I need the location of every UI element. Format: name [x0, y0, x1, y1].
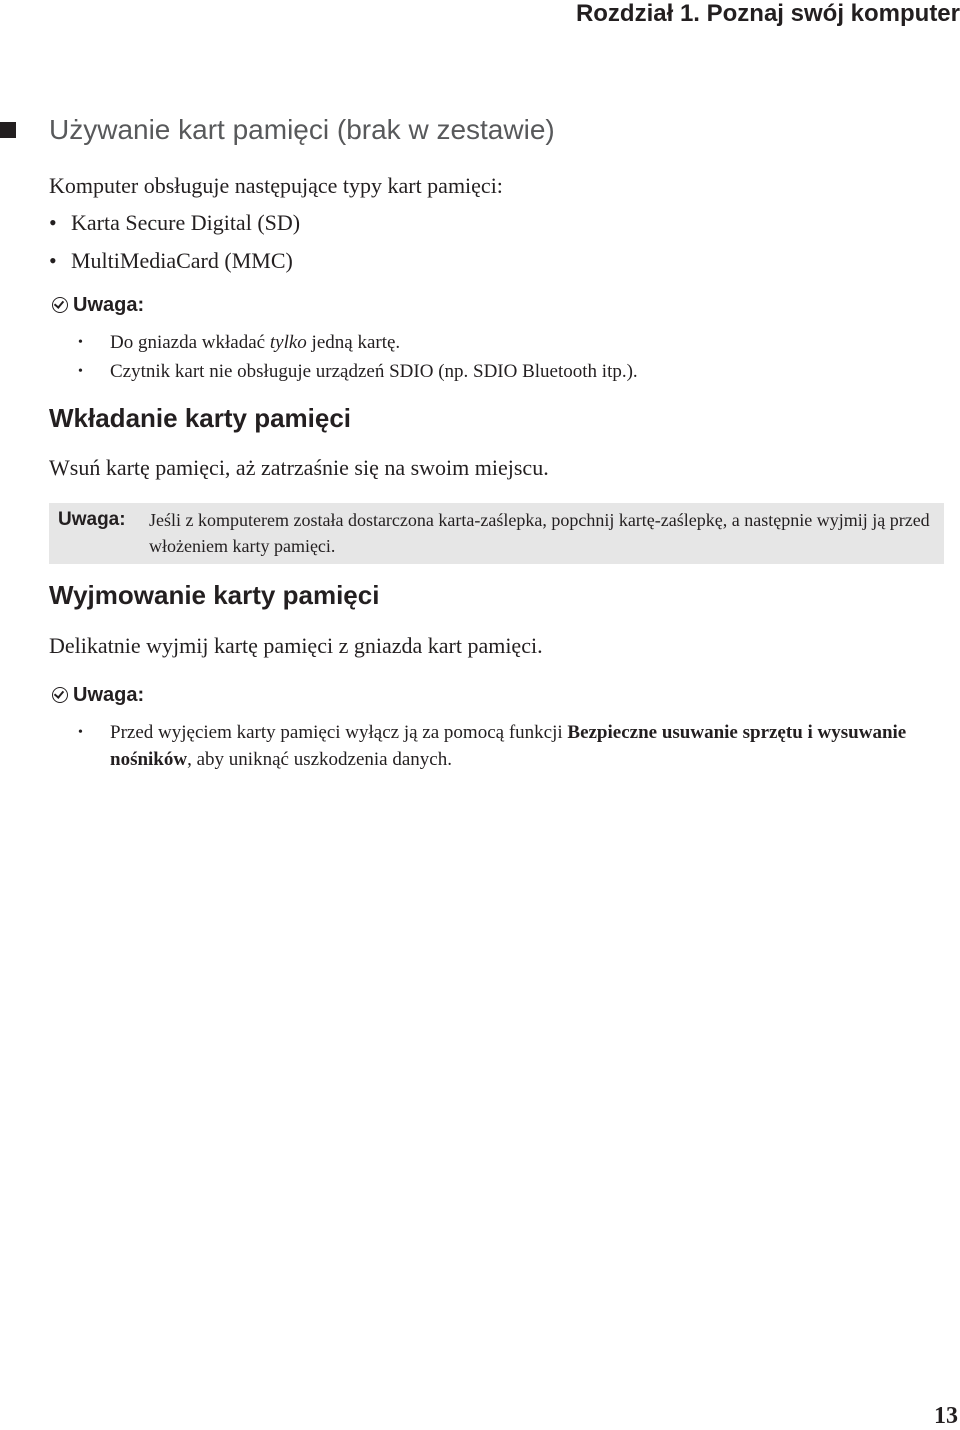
bullet-icon: • [49, 248, 57, 273]
intro-text: Komputer obsługuje następujące typy kart pamięci: [49, 173, 503, 198]
chapter-header: Rozdział 1. Poznaj swój komputer [575, 0, 960, 27]
note-text-sdio: Czytnik kart nie obsługuje urządzeń SDIO (np. SDIO Bluetooth itp.). [110, 361, 638, 382]
note-box-text: Jeśli z komputerem została dostarczona karta-zaślepka, popchnij kartę-zaślepkę, a następnie wyjmij ją przed włożeniem karty pamięci. [149, 510, 930, 556]
note-heading-label: Uwaga: [73, 684, 145, 706]
inserting-instruction: Wsuń kartę pamięci, aż zatrzaśnie się na swoim miejscu. [49, 455, 549, 480]
note-check-icon [52, 687, 68, 703]
bullet-icon: • [78, 725, 83, 740]
note-heading-label: Uwaga: [73, 294, 145, 316]
removing-instruction: Delikatnie wyjmij kartę pamięci z gniazda kart pamięci. [49, 633, 543, 658]
note-box [49, 503, 944, 564]
section-title: Używanie kart pamięci (brak w zestawie) [49, 114, 555, 145]
square-bullet-icon [0, 122, 16, 138]
safe-removal-function-name: Bezpieczne usuwanie sprzętu i wysuwanie nośników [110, 722, 907, 770]
note-item-safe-removal [78, 719, 918, 773]
note-text-before: Przed wyjęciem karty pamięci wyłącz ją za pomocą funkcji [110, 722, 568, 743]
note-heading [52, 683, 144, 707]
note-box-label: Uwaga: [58, 509, 126, 530]
bullet-icon: • [78, 335, 83, 350]
note-heading [52, 293, 144, 317]
note-text-after: , aby uniknąć uszkodzenia danych. [187, 749, 452, 770]
page-number: 13 [934, 1403, 958, 1429]
card-type-sd: Karta Secure Digital (SD) [71, 210, 301, 235]
list-item [49, 248, 293, 274]
note-item-sdio [78, 360, 638, 383]
note-check-icon [52, 297, 68, 313]
note-text-after: jedną kartę. [306, 332, 401, 353]
note-text-emphasis: tylko [269, 332, 307, 353]
note-item-single-card [78, 331, 400, 354]
list-item [49, 210, 300, 236]
removing-heading: Wyjmowanie karty pamięci [49, 580, 380, 610]
note-text [110, 719, 918, 773]
bullet-icon: • [78, 364, 83, 379]
inserting-heading: Wkładanie karty pamięci [49, 403, 352, 433]
bullet-icon: • [49, 210, 57, 235]
note-text-before: Do gniazda wkładać [110, 332, 270, 353]
card-type-mmc: MultiMediaCard (MMC) [71, 248, 293, 273]
